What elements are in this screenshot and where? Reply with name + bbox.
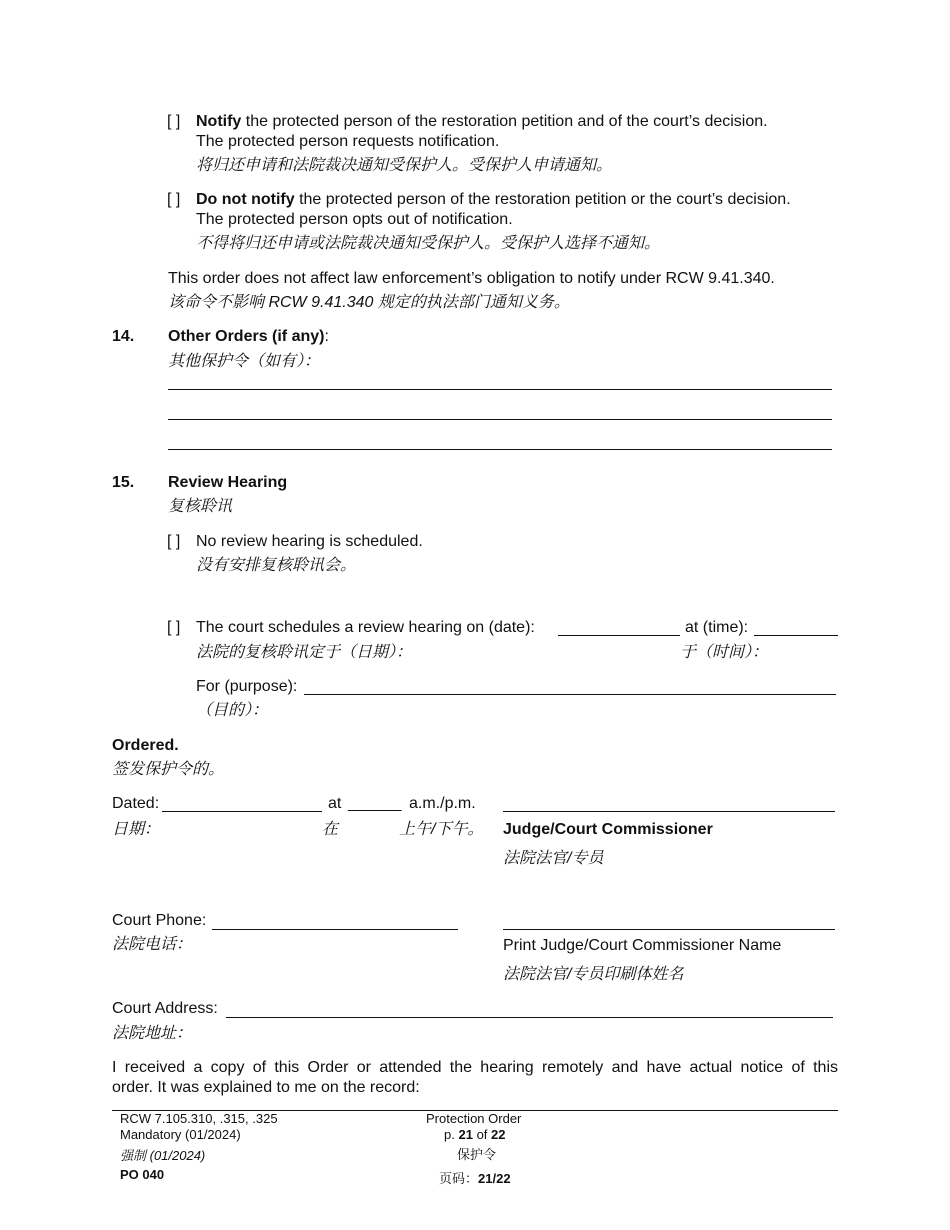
other-orders-line-2[interactable]	[168, 419, 832, 420]
schedule-review-date-label: The court schedules a review hearing on (date):	[196, 619, 535, 636]
footer-page	[444, 1128, 506, 1143]
schedule-review-time-zh: 于（时间）：	[680, 644, 769, 661]
footer-mandatory: Mandatory (01/2024)	[120, 1127, 241, 1142]
court-address-label: Court Address:	[112, 1000, 218, 1017]
section-15-title: Review Hearing	[168, 474, 288, 491]
purpose-label: For (purpose):	[196, 678, 298, 695]
section-15-number: 15.	[112, 474, 135, 491]
do-not-notify-zh: 不得将归还申请或法院裁决通知受保护人。受保护人选择不通知。	[196, 235, 661, 252]
footer-rcw: RCW 7.105.310, .315, .325	[120, 1111, 278, 1126]
dated-ampm: a.m./p.m.	[409, 795, 476, 812]
footer-form-id: PO 040	[120, 1167, 165, 1182]
court-address-field[interactable]	[226, 1002, 833, 1018]
notify-zh: 将归还申请和法院裁决通知受保护人。受保护人申请通知。	[196, 157, 613, 174]
footer-page-zh-prefix: 页码：	[439, 1171, 479, 1186]
footer-page-zh-num: 21	[478, 1171, 493, 1186]
acknowledgement-line-2: order. It was explained to me on the record:	[112, 1079, 420, 1096]
dated-zh-ampm: 上午/下午。	[399, 821, 484, 838]
ordered-zh: 签发保护令的。	[112, 761, 225, 778]
footer-page-num: 21	[458, 1127, 473, 1142]
section-14-zh: 其他保护令（如有）：	[168, 353, 321, 370]
footer-page-zh-sep: /	[492, 1171, 497, 1186]
dated-time-blank[interactable]: ______	[348, 795, 402, 812]
dated-field[interactable]	[162, 796, 322, 812]
do-not-notify-option-text	[196, 191, 791, 209]
court-phone-zh: 法院电话：	[112, 936, 193, 953]
review-date-field[interactable]	[558, 620, 680, 636]
do-not-notify-checkbox[interactable]: [ ]	[167, 191, 181, 208]
dated-at: at	[328, 795, 342, 812]
court-phone-label: Court Phone:	[112, 912, 207, 929]
do-not-notify-rest: the protected person of the restoration petition or the court’s decision.	[294, 191, 791, 208]
schedule-review-date-zh: 法院的复核聆讯定于（日期）：	[196, 644, 413, 661]
law-enforcement-note: This order does not affect law enforcement’s obligation to notify under RCW 9.41.340.	[168, 270, 775, 287]
footer-mandatory-zh: 强制 (01/2024)	[120, 1148, 206, 1163]
footer-page-zh-total: 22	[496, 1171, 511, 1186]
footer-form-title-zh: 保护令	[457, 1147, 497, 1162]
review-time-field[interactable]	[754, 620, 838, 636]
notify-rest: the protected person of the restoration petition and of the court’s decision.	[241, 113, 768, 130]
section-15-zh: 复核聆讯	[168, 498, 233, 515]
section-14-colon: :	[324, 328, 329, 345]
court-phone-field[interactable]	[212, 914, 458, 930]
section-14-heading	[168, 328, 329, 346]
ordered-label: Ordered.	[112, 737, 179, 754]
schedule-review-checkbox[interactable]: [ ]	[167, 619, 181, 636]
footer-page-total: 22	[491, 1127, 506, 1142]
judge-title: Judge/Court Commissioner	[503, 821, 713, 838]
schedule-review-time-label: at (time):	[685, 619, 749, 636]
notify-checkbox[interactable]: [ ]	[167, 113, 181, 130]
other-orders-line-1[interactable]	[168, 389, 832, 390]
section-14-number: 14.	[112, 328, 135, 345]
footer-page-of: of	[476, 1127, 488, 1142]
acknowledgement-line-1: I received a copy of this Order or attended the hearing remotely and have actual notice of this	[112, 1059, 838, 1076]
no-review-text: No review hearing is scheduled.	[196, 533, 423, 550]
notify-option-text	[196, 113, 768, 131]
no-review-zh: 没有安排复核聆讯会。	[196, 557, 357, 574]
print-judge-name-label: Print Judge/Court Commissioner Name	[503, 937, 782, 954]
footer-page-zh	[439, 1172, 511, 1187]
court-address-zh: 法院地址：	[112, 1025, 193, 1042]
do-not-notify-line2: The protected person opts out of notification.	[196, 211, 513, 228]
judge-signature-line[interactable]	[503, 797, 835, 812]
do-not-notify-bold: Do not notify	[196, 191, 295, 208]
print-judge-name-line[interactable]	[503, 915, 835, 930]
judge-title-zh: 法院法官/专员	[503, 850, 604, 867]
purpose-zh: （目的）：	[196, 702, 269, 719]
law-enforcement-note-zh: 该命令不影响 RCW 9.41.340 规定的执法部门通知义务。	[168, 294, 570, 311]
notify-line2: The protected person requests notification.	[196, 133, 500, 150]
footer-form-title: Protection Order	[426, 1111, 522, 1126]
dated-zh-at: 在	[322, 821, 339, 838]
print-judge-name-zh: 法院法官/专员印刷体姓名	[503, 966, 684, 983]
dated-zh-label: 日期：	[112, 821, 161, 838]
purpose-field[interactable]	[304, 679, 836, 695]
dated-label: Dated:	[112, 795, 160, 812]
notify-bold: Notify	[196, 113, 242, 130]
no-review-checkbox[interactable]: [ ]	[167, 533, 181, 550]
section-14-title: Other Orders (if any)	[168, 328, 325, 345]
footer-page-prefix: p.	[444, 1127, 455, 1142]
other-orders-line-3[interactable]	[168, 449, 832, 450]
